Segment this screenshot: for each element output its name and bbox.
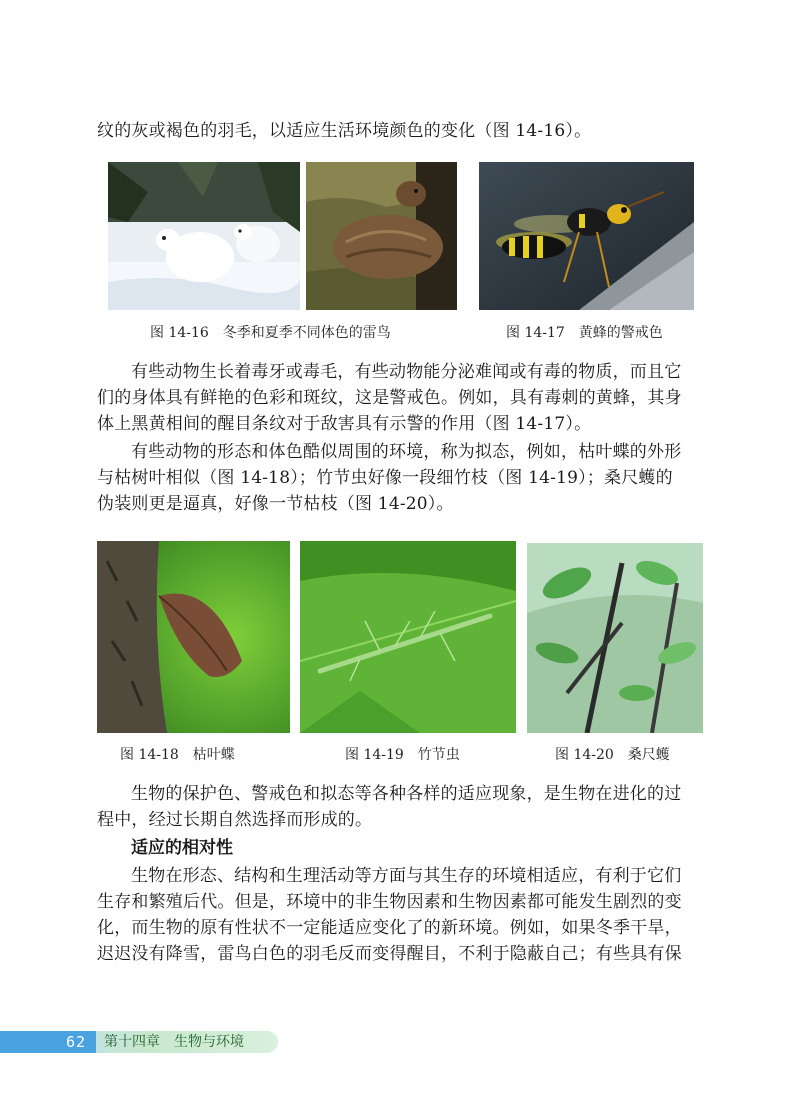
photo-ptarmigan-winter xyxy=(108,162,300,310)
body-text-line: 体上黑黄相间的醒目条纹对于敌害具有示警的作用（图 14-17）。 xyxy=(97,414,592,434)
body-text-line: 生物在形态、结构和生理活动等方面与其生存的环境相适应，有利于它们 xyxy=(131,866,682,886)
caption-fig-14-19: 图 14-19 竹节虫 xyxy=(345,747,460,763)
body-text-line: 迟迟没有降雪，雷鸟白色的羽毛反而变得醒目，不利于隐蔽自己；有些具有保 xyxy=(97,944,682,964)
photo-ptarmigan-summer xyxy=(306,162,457,310)
body-text-line: 们的身体具有鲜艳的色彩和斑纹，这是警戒色。例如，具有毒刺的黄蜂，其身 xyxy=(97,388,682,408)
body-text-line: 有些动物生长着毒牙或毒毛，有些动物能分泌难闻或有毒的物质，而且它 xyxy=(131,362,682,382)
body-text-line: 伪装则更是逼真，好像一节枯枝（图 14-20）。 xyxy=(97,494,454,514)
caption-fig-14-16: 图 14-16 冬季和夏季不同体色的雷鸟 xyxy=(150,325,391,341)
caption-fig-14-18: 图 14-18 枯叶蝶 xyxy=(120,747,235,763)
body-text-line: 纹的灰或褐色的羽毛，以适应生活环境颜色的变化（图 14-16）。 xyxy=(97,121,592,141)
photo-geometer-caterpillar xyxy=(527,543,703,733)
caption-fig-14-20: 图 14-20 桑尺蠖 xyxy=(555,747,670,763)
page-number: 62 xyxy=(66,1033,87,1051)
caption-fig-14-17: 图 14-17 黄蜂的警戒色 xyxy=(506,325,663,341)
photo-wasp xyxy=(479,162,694,310)
body-text-line: 程中，经过长期自然选择而形成的。 xyxy=(97,810,373,830)
body-text-line: 化，而生物的原有性状不一定能适应变化了的新环境。例如，如果冬季干旱， xyxy=(97,918,682,938)
body-text-line: 与枯树叶相似（图 14-18）；竹节虫好像一段细竹枝（图 14-19）；桑尺蠖的 xyxy=(97,468,673,488)
chapter-title: 第十四章 生物与环境 xyxy=(104,1034,244,1050)
section-heading: 适应的相对性 xyxy=(131,838,233,858)
photo-stick-insect xyxy=(300,541,516,733)
photo-leaf-butterfly xyxy=(97,541,290,733)
body-text-line: 生存和繁殖后代。但是，环境中的非生物因素和生物因素都可能发生剧烈的变 xyxy=(97,892,682,912)
body-text-line: 生物的保护色、警戒色和拟态等各种各样的适应现象，是生物在进化的过 xyxy=(131,784,682,804)
body-text-line: 有些动物的形态和体色酷似周围的环境，称为拟态，例如，枯叶蝶的外形 xyxy=(131,442,682,462)
